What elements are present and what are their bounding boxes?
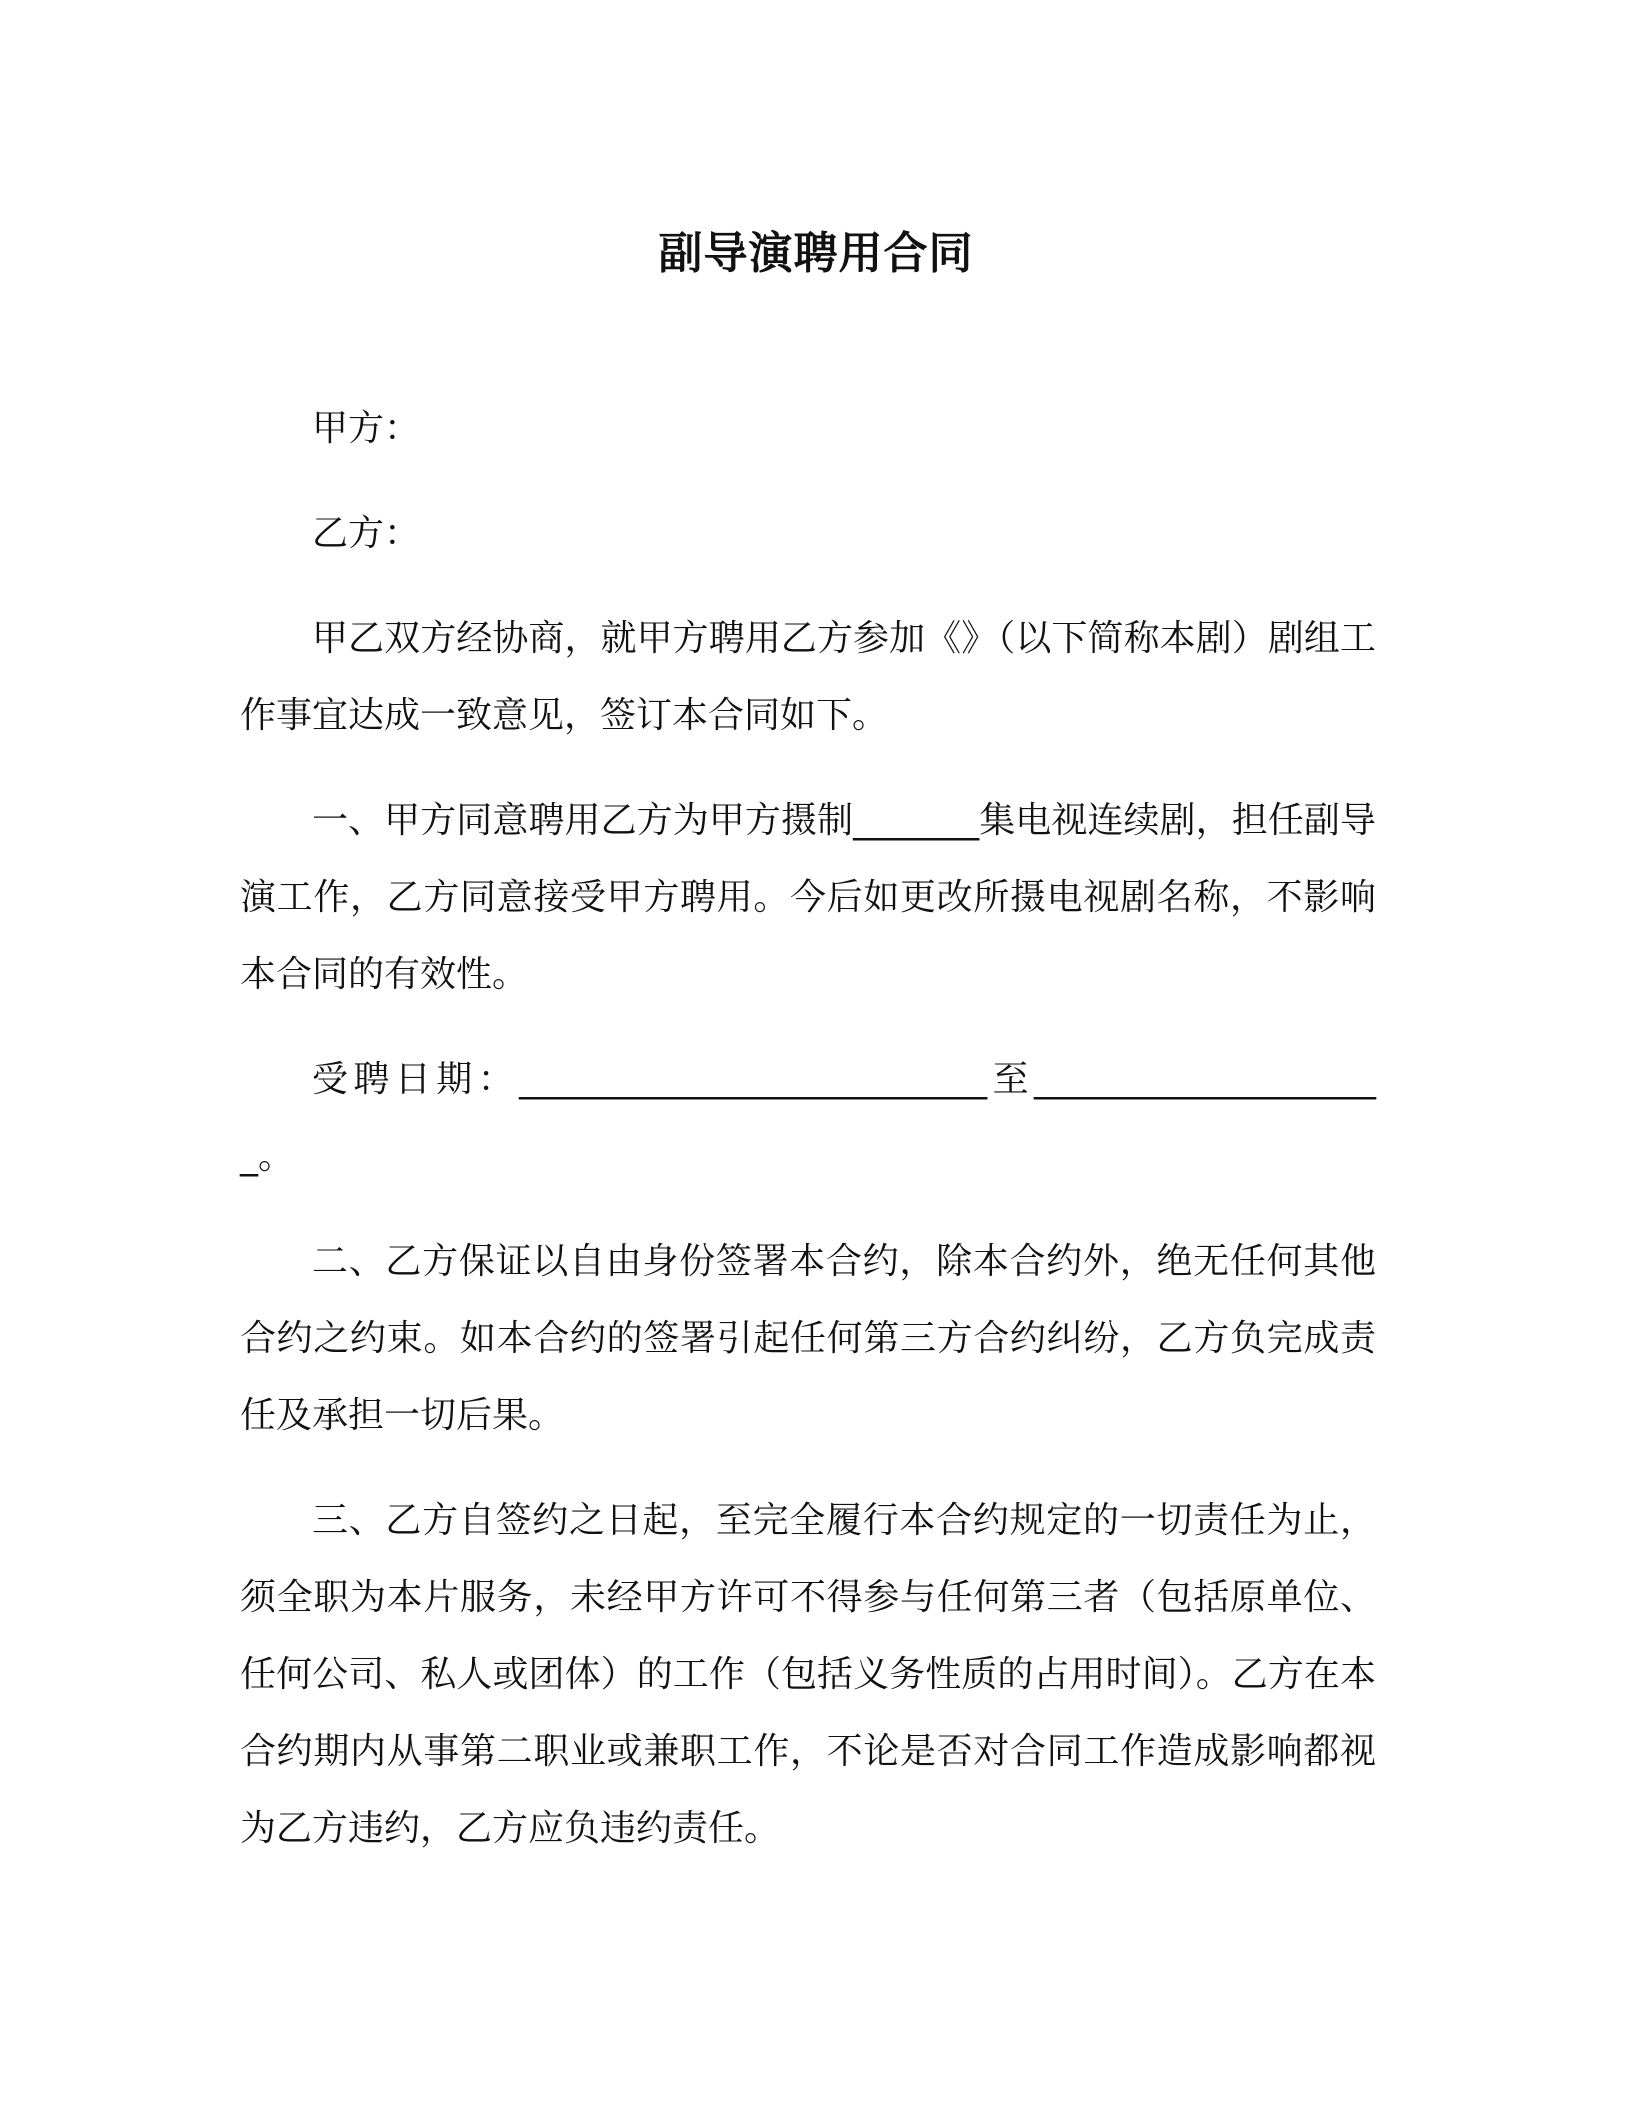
clause-1-paragraph: 一、甲方同意聘用乙方为甲方摄制_______集电视连续剧，担任副导演工作，乙方同意接受甲方聘用。今后如更改所摄电视剧名称，不影响本合同的有效性。 [240,800,1376,995]
clause-2-paragraph: 二、乙方保证以自由身份签署本合约，除本合约外，绝无任何其他合约之约束。如本合约的签署引起任何第三方合约纠纷，乙方负完成责任及承担一切后果。 [240,1241,1376,1436]
document-body [240,390,1376,1867]
party-a-line: 甲方： [312,408,421,449]
clause-3-paragraph: 三、乙方自签约之日起，至完全履行本合约规定的一切责任为止，须全职为本片服务，未经甲方许可不得参与任何第三者（包括原单位、任何公司、私人或团体）的工作（包括义务性质的占用时间）。乙方在本合约期内从事第二职业或兼职工作，不论是否对合同工作造成影响都视为乙方违约，乙方应负违约责任。 [240,1500,1376,1849]
employment-date-line: 受聘日期：__________________________至____________________。 [240,1059,1377,1177]
party-b-line: 乙方： [312,513,421,554]
intro-paragraph: 甲乙双方经协商，就甲方聘用乙方参加《》（以下简称本剧）剧组工作事宜达成一致意见，签订本合同如下。 [240,618,1376,736]
document-title: 副导演聘用合同 [658,228,974,279]
